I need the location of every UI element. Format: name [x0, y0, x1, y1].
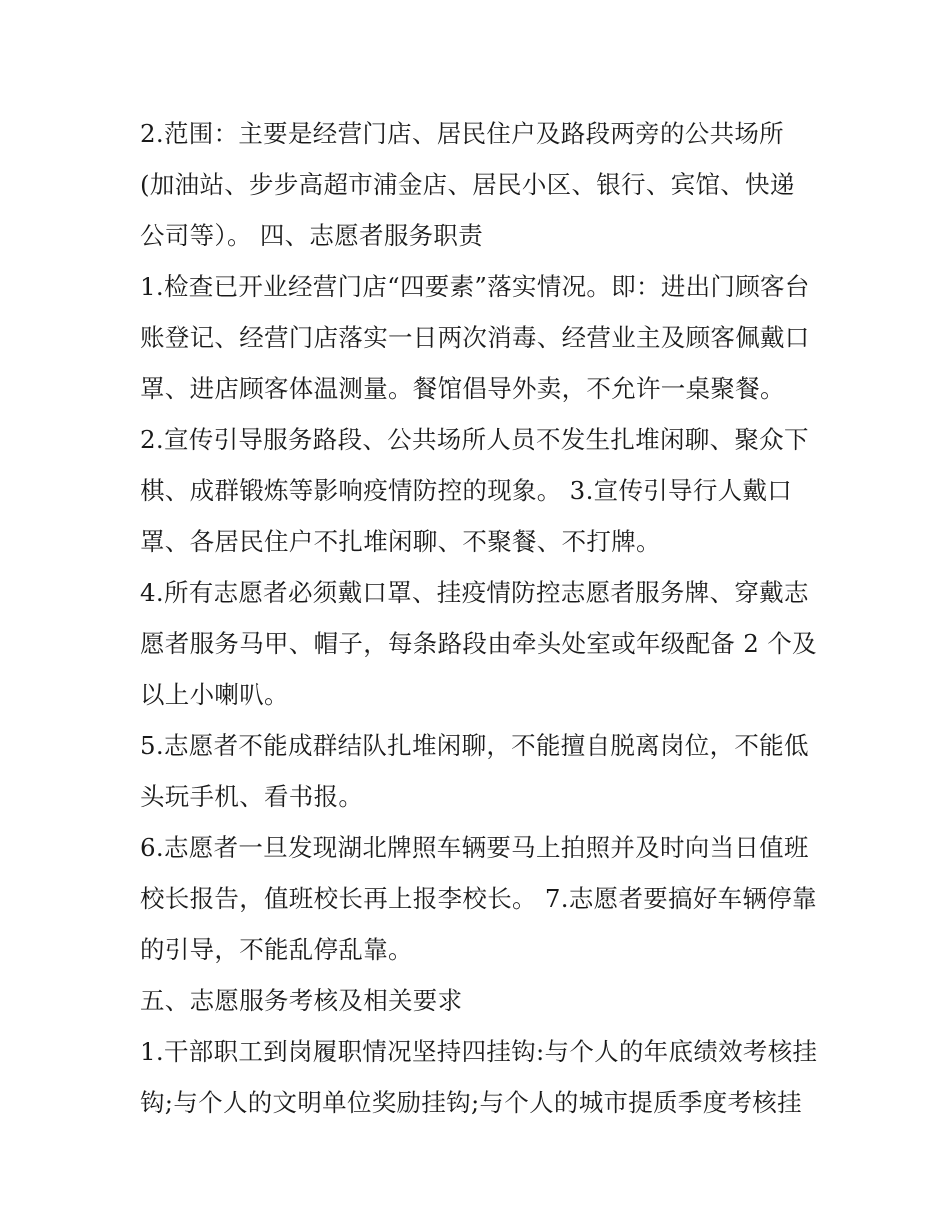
text-line: 公司等）。 四、志愿者服务职责: [140, 221, 484, 250]
text-line: 罩、各居民住户不扎堆闲聊、不聚餐、不打牌。: [140, 527, 661, 556]
text-line: 愿者服务马甲、帽子，每条路段由牵头处室或年级配备 2 个及: [140, 629, 817, 658]
text-line: 1.检查已开业经营门店“四要素”落实情况。即：进出门顾客台: [140, 272, 810, 301]
text-line: 罩、进店顾客体温测量。餐馆倡导外卖，不允许一桌聚餐。: [140, 374, 785, 403]
text-line: 6.志愿者一旦发现湖北牌照车辆要马上拍照并及时向当日值班: [140, 833, 809, 862]
text-line: 的引导，不能乱停乱靠。: [140, 935, 413, 964]
text-line: (加油站、步步高超市浦金店、居民小区、银行、宾馆、快递: [140, 170, 795, 199]
text-line: 1.干部职工到岗履职情况坚持四挂钩:与个人的年底绩效考核挂: [140, 1037, 818, 1066]
text-line: 5.志愿者不能成群结队扎堆闲聊，不能擅自脱离岗位，不能低: [140, 731, 809, 760]
text-line: 2.范围：主要是经营门店、居民住户及路段两旁的公共场所: [140, 119, 784, 148]
text-line: 4.所有志愿者必须戴口罩、挂疫情防控志愿者服务牌、穿戴志: [140, 578, 809, 607]
text-line: 2.宣传引导服务路段、公共场所人员不发生扎堆闲聊、聚众下: [140, 425, 809, 454]
text-line: 钩;与个人的文明单位奖励挂钩;与个人的城市提质季度考核挂: [140, 1088, 802, 1117]
text-line: 五、志愿服务考核及相关要求: [140, 986, 463, 1015]
document-body: [140, 108, 820, 1128]
text-line: 头玩手机、看书报。: [140, 782, 364, 811]
text-line: 棋、成群锻炼等影响疫情防控的现象。 3.宣传引导行人戴口: [140, 476, 793, 505]
text-line: 账登记、经营门店落实一日两次消毒、经营业主及顾客佩戴口: [140, 323, 810, 352]
text-line: 校长报告，值班校长再上报李校长。 7.志愿者要搞好车辆停靠: [140, 884, 817, 913]
text-line: 以上小喇叭。: [140, 680, 289, 709]
